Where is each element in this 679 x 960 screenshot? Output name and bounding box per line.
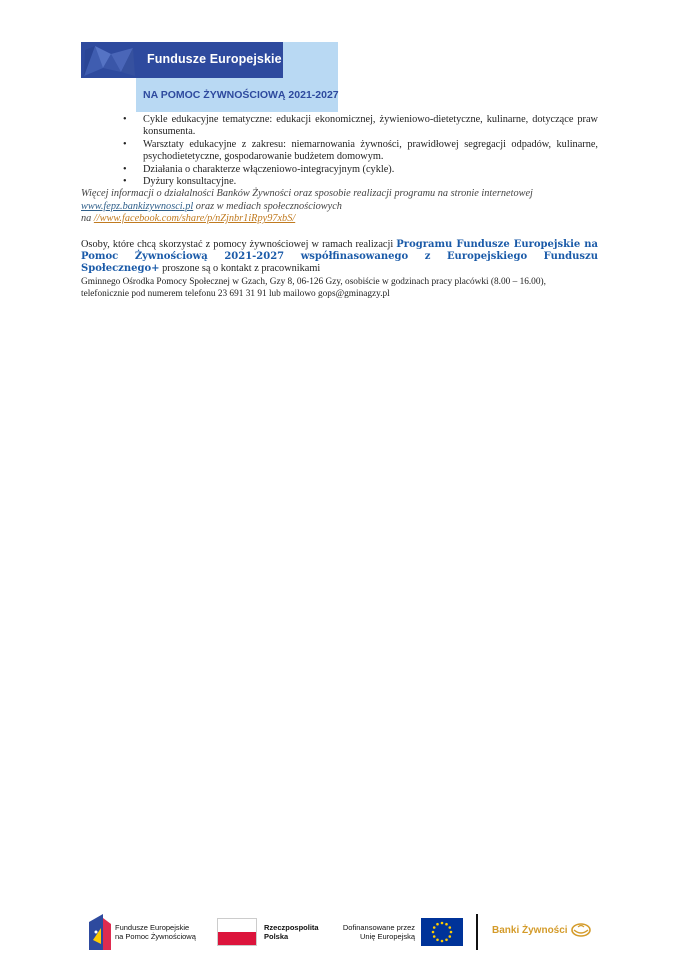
list-item-text: Warsztaty edukacyjne z zakresu: niemarnowania żywności, prawidłowej segregacji odpadów, kulinarne, psychodietetyczne, gospodarowanie budżetem domowym. — [143, 138, 598, 163]
eu-stars-graphic-icon — [81, 42, 136, 78]
ue-logo-line1: Dofinansowane przez — [342, 923, 415, 932]
header-logo-dark-band — [81, 42, 283, 78]
eu-flag-icon — [421, 918, 463, 946]
social-media-text: oraz w mediach społecznościowych — [193, 200, 342, 212]
fe-logo-line2: na Pomoc Żywnościową — [115, 932, 196, 941]
contact-after-text: proszone są o kontakt z pracownikami — [159, 263, 321, 275]
fe-logo-line1: Fundusze Europejskie — [115, 923, 190, 932]
activities-list — [81, 114, 598, 188]
rp-logo-line2: Polska — [264, 932, 289, 941]
website-link[interactable]: www.fepz.bankizywnosci.pl — [81, 200, 194, 212]
link-prefix-text: na — [81, 213, 94, 225]
contact-phone-email-text: telefonicznie pod numerem telefonu 23 691 31 91 lub mailowo gops@gminagzy.pl — [81, 289, 390, 300]
list-item — [81, 164, 598, 176]
bullet-icon: • — [123, 138, 127, 150]
fe-logo-text — [115, 923, 196, 941]
list-item — [81, 114, 598, 139]
contact-intro-text: Osoby, które chcą skorzystać z pomocy żywnościowej w ramach realizacji — [81, 238, 397, 250]
footer-logos — [0, 910, 679, 954]
list-item — [81, 176, 598, 188]
header-title: Fundusze Europejskie — [147, 52, 282, 66]
rp-logo-line1: Rzeczpospolita — [264, 923, 319, 932]
bullet-icon: • — [123, 176, 127, 188]
main-content — [81, 114, 598, 301]
more-info-text: Więcej informacji o działalności Banków Żywności oraz sposobie realizacji programu na stronie internetowej — [81, 188, 533, 200]
header-logo-light-corner — [283, 42, 338, 78]
list-item-text: Działania o charakterze włączeniowo-integracyjnym (cykle). — [143, 163, 395, 175]
fundusze-europejskie-logo-icon — [89, 914, 111, 950]
footer-separator — [476, 914, 478, 950]
program-name: Programu Fundusze Europejskie na Pomoc Żywnościową 2021-2027 współfinasowanego z Europejskiego Funduszu Społecznego+ — [81, 238, 598, 275]
contact-address-text: Gminnego Ośrodka Pomocy Społecznej w Gzach, Gzy 8, 06-126 Gzy, osobiście w godzinach pracy placówki (8.00 – 16.00), — [81, 276, 546, 287]
banki-zywnosci-bowl-icon — [570, 922, 592, 938]
facebook-link[interactable]: //www.facebook.com/share/p/nZjnbr1iRpy97xbS/ — [93, 213, 296, 225]
list-item-text: Cykle edukacyjne tematyczne: edukacji ekonomicznej, żywieniowo-dietetyczne, kulinarne, dotyczące praw konsumenta. — [143, 114, 598, 138]
ue-logo-line2: Unię Europejską — [359, 932, 415, 941]
more-info-paragraph — [81, 188, 598, 225]
ue-logo-text — [337, 923, 415, 941]
list-item-text: Dyżury konsultacyjne. — [143, 176, 237, 188]
polish-flag-icon — [217, 918, 257, 946]
bullet-icon: • — [123, 114, 127, 125]
bullet-icon: • — [123, 163, 127, 175]
contact-paragraph — [81, 239, 598, 301]
fundusze-europejskie-header-logo — [81, 42, 338, 112]
header-subtitle: NA POMOC ŻYWNOŚCIOWĄ 2021-2027 — [143, 89, 339, 101]
banki-zywnosci-logo-text: Banki Żywności — [492, 925, 568, 936]
list-item — [81, 139, 598, 164]
rp-logo-text — [264, 923, 319, 941]
